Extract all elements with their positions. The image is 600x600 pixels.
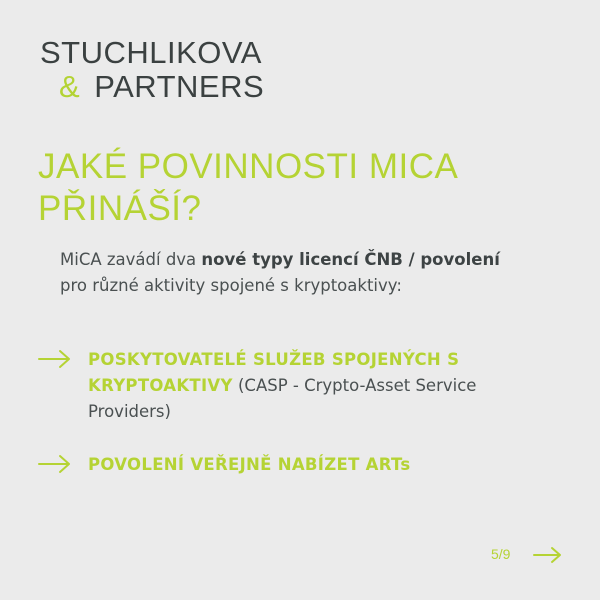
brand-logo <box>40 36 264 104</box>
arrow-right-icon <box>38 349 72 369</box>
next-arrow-icon[interactable] <box>533 546 563 564</box>
title-line2: PŘINÁŠÍ? <box>38 189 202 228</box>
list-item-text <box>88 452 558 478</box>
intro-text-2: pro různé aktivity spojené s kryptoaktivy: <box>60 276 402 295</box>
list-item <box>38 347 558 425</box>
intro-paragraph <box>60 247 530 299</box>
brand-partners: PARTNERS <box>94 69 265 104</box>
intro-bold: nové typy licencí ČNB / povolení <box>201 250 500 269</box>
brand-line2 <box>40 70 264 104</box>
arrow-right-icon <box>38 454 72 474</box>
brand-ampersand: & <box>59 69 81 104</box>
list-item-highlight: POSKYTOVATELÉ SLUŽEB SPOJENÝCH S KRYPTOAKTIVY <box>88 350 460 395</box>
brand-line1: STUCHLIKOVA <box>40 35 262 70</box>
list-item-rest: (CASP - Crypto-Asset Service Providers) <box>88 376 477 421</box>
list-item-highlight: POVOLENÍ VEŘEJNĚ NABÍZET ARTs <box>88 455 411 474</box>
intro-text-1: MiCA zavádí dva <box>60 250 202 269</box>
title-line1: JAKÉ POVINNOSTI MICA <box>38 147 459 186</box>
page-indicator: 5/9 <box>491 546 511 562</box>
list-item-text <box>88 347 558 425</box>
page-title <box>38 146 558 230</box>
list-item <box>38 452 558 478</box>
